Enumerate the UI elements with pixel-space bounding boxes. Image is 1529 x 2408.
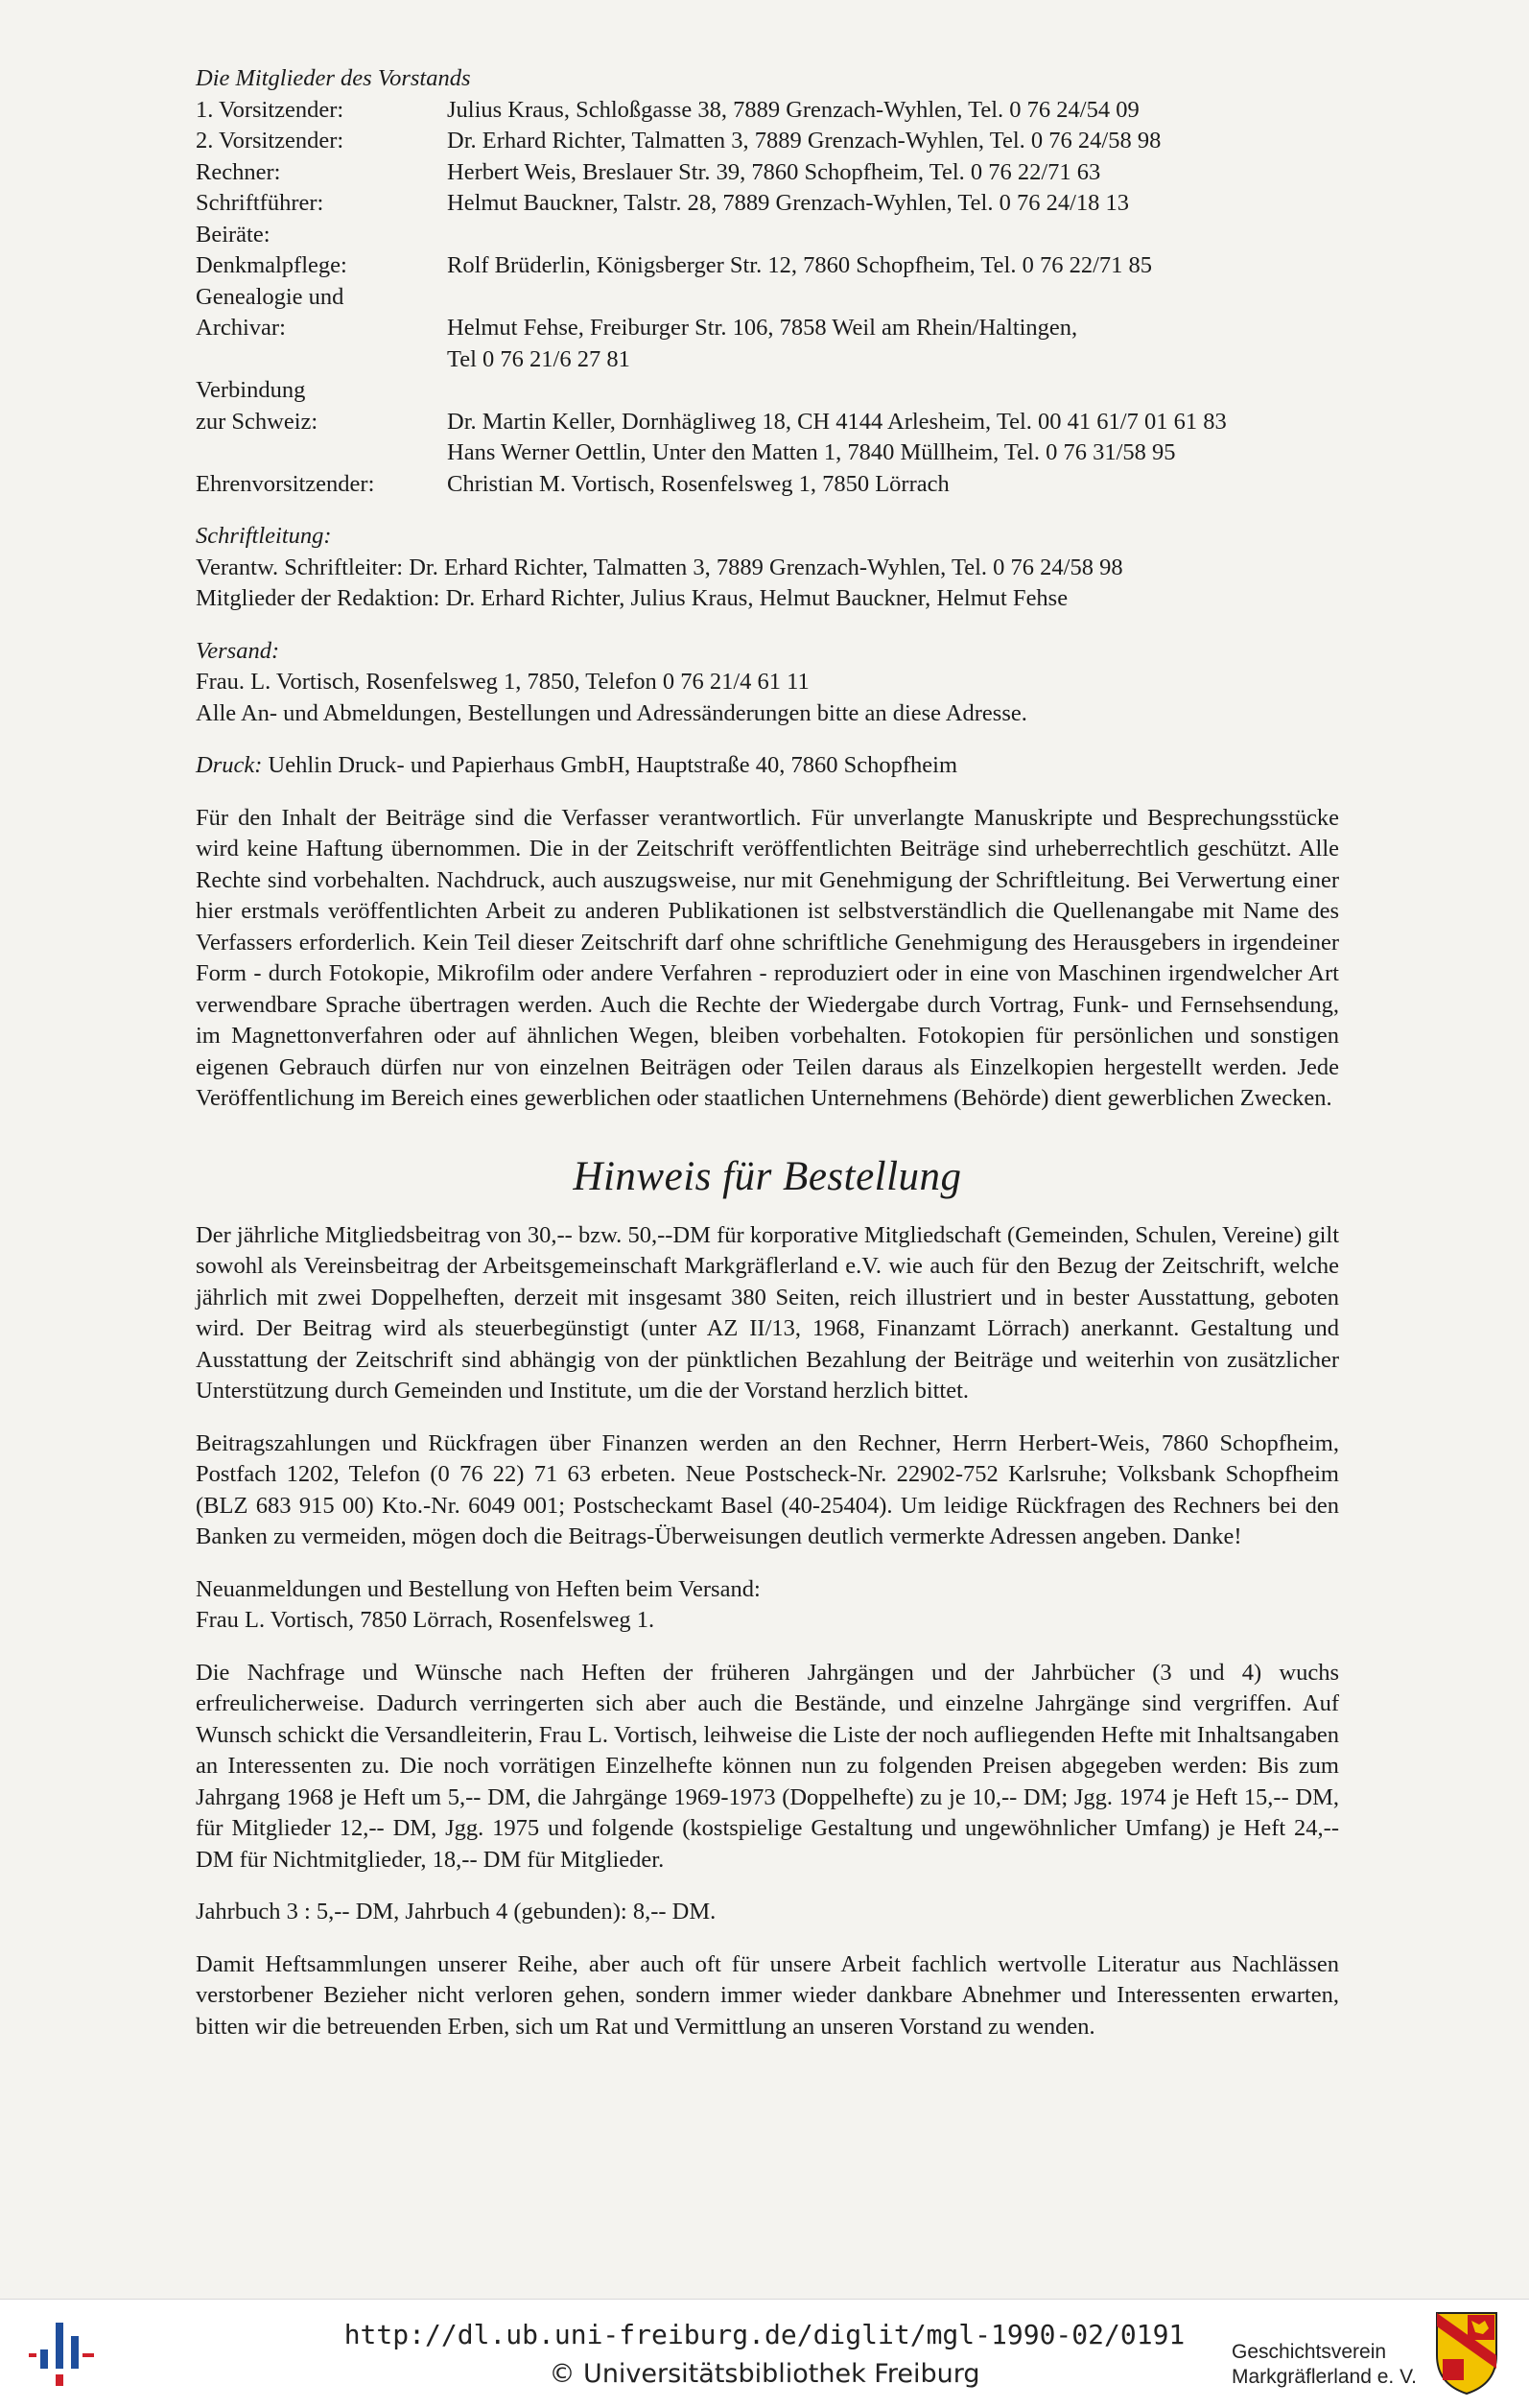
vorstand-row-value: Herbert Weis, Breslauer Str. 39, 7860 Schopfheim, Tel. 0 76 22/71 63 — [447, 158, 1101, 185]
vorstand-row-value: Rolf Brüderlin, Königsberger Str. 12, 7860 Schopfheim, Tel. 0 76 22/71 85 — [447, 252, 1153, 278]
versand-line-1: Frau. L. Vortisch, Rosenfelsweg 1, 7850, Telefon 0 76 21/4 61 11 — [196, 669, 810, 695]
vorstand-row-label: Schriftführer: — [196, 190, 324, 216]
vorstand-row-label: 2. Vorsitzender: — [196, 128, 344, 153]
vorstand-row — [196, 437, 1339, 469]
vorstand-row — [196, 375, 1339, 407]
druck-label: Druck: — [196, 752, 263, 778]
hinweis-paragraph-2: Beitragszahlungen und Rückfragen über Finanzen werden an den Rechner, Herrn Herbert-Weis, 7860 Schopfheim, Postfach 1202, Telefon (0 76 22) 71 63 erbeten. Neue Postscheck-Nr. 22902-752 Karlsruhe; Volksbank Schopfheim (BLZ 683 915 00) Kto.-Nr. 6049 001; Postscheckamt Basel (40-25404). Um leidige Rückfragen des Rechners bei den Banken zu vermeiden, mögen doch die Beitrags-Überweisungen deutlich vermerkte Adressen angeben. Danke! — [196, 1429, 1339, 1549]
vorstand-row-value: Dr. Martin Keller, Dornhägliweg 18, CH 4144 Arlesheim, Tel. 00 41 61/7 01 61 83 — [447, 408, 1227, 435]
vorstand-row-label: Rechner: — [196, 158, 281, 185]
schriftleitung-line-1: Verantw. Schriftleiter: Dr. Erhard Richter, Talmatten 3, 7889 Grenzach-Wyhlen, Tel. 0 76 24/58 98 — [196, 554, 1123, 580]
vorstand-row-label: Denkmalpflege: — [196, 252, 347, 278]
footer-url-link[interactable]: http://dl.ub.uni-freiburg.de/diglit/mgl-1990-02/0191 — [343, 2319, 1186, 2350]
schriftleitung-line-2: Mitglieder der Redaktion: Dr. Erhard Richter, Julius Kraus, Helmut Bauckner, Helmut Fehse — [196, 585, 1069, 611]
vorstand-row — [196, 126, 1339, 157]
vorstand-row-value: Christian M. Vortisch, Rosenfelsweg 1, 7850 Lörrach — [447, 470, 950, 497]
footer-org — [1232, 2340, 1433, 2390]
vorstand-row-label: 1. Vorsitzender: — [196, 96, 344, 123]
hinweis-paragraph-1: Der jährliche Mitgliedsbeitrag von 30,-- bzw. 50,--DM für korporative Mitgliedschaft (Gemeinden, Schulen, Vereine) gilt sowohl als Vereinsbeitrag der Arbeitsgemeinschaft Markgräflerland e.V. wie auch für den Bezug der Zeitschrift, welche jährlich mit zwei Doppelheften, derzeit mit insgesamt 380 Seiten, reich illustriert und in bester Ausstattung, geboten wird. Der Beitrag wird als steuerbegünstigt (unter AZ II/13, 1968, Finanzamt Lörrach) anerkannt. Gestaltung und Ausstattung der Zeitschrift sind abhängig von der pünktlichen Bezahlung der Beiträge und weiterhin von zusätzlicher Unterstützung durch Gemeinden und Institute, um die der Vorstand herzlich bittet. — [196, 1221, 1339, 1404]
vorstand-row — [196, 469, 1339, 501]
druck-line — [196, 750, 1339, 782]
hinweis-paragraph-4: Die Nachfrage und Wünsche nach Heften der früheren Jahrgängen und der Jahrbücher (3 und 4) wuchs erfreulicherweise. Dadurch verringerten sich aber auch die Bestände, und einzelne Jahrgänge sind vergriffen. Auf Wunsch schickt die Versandleiterin, Frau L. Vortisch, leihweise die Liste der noch aufliegenden Hefte mit Inhaltsangaben an Interessenten zu. Die noch vorrätigen Einzelhefte können nun zu folgenden Preisen abgegeben werden: Bis zum Jahrgang 1968 je Heft um 5,-- DM, die Jahrgänge 1969-1973 (Doppelhefte) zu je 10,-- DM; Jgg. 1974 je Heft 15,-- DM, für Mitglieder 12,-- DM, Jgg. 1975 und folgende (kostspielige Gestaltung und ungewöhnlicher Umfang) je Heft 24,-- DM für Nichtmitglieder, 18,-- DM für Mitglieder. — [196, 1659, 1339, 1873]
vorstand-row-value — [447, 220, 1339, 251]
vorstand-row-value: Dr. Erhard Richter, Talmatten 3, 7889 Grenzach-Wyhlen, Tel. 0 76 24/58 98 — [447, 128, 1162, 153]
vorstand-row — [196, 95, 1339, 127]
vorstand-row-label: Archivar: — [196, 315, 286, 341]
vorstand-row-label: Beiräte: — [196, 221, 271, 248]
vorstand-list — [196, 95, 1339, 501]
hinweis-paragraph-5: Jahrbuch 3 : 5,-- DM, Jahrbuch 4 (gebunden): 8,-- DM. — [196, 1899, 717, 1924]
schriftleitung-heading: Schriftleitung: — [196, 523, 332, 549]
vorstand-row-label: Ehrenvorsitzender: — [196, 470, 375, 497]
vorstand-section — [196, 63, 1339, 500]
coat-of-arms-icon — [1433, 2309, 1500, 2396]
vorstand-heading: Die Mitglieder des Vorstands — [196, 65, 471, 91]
vorstand-row — [196, 220, 1339, 251]
vorstand-row-value — [447, 282, 1339, 314]
vorstand-row — [196, 282, 1339, 314]
vorstand-row-label: zur Schweiz: — [196, 408, 318, 435]
vorstand-row-value: Hans Werner Oettlin, Unter den Matten 1, 7840 Müllheim, Tel. 0 76 31/58 95 — [447, 439, 1176, 465]
vorstand-row-value: Julius Kraus, Schloßgasse 38, 7889 Grenzach-Wyhlen, Tel. 0 76 24/54 09 — [447, 96, 1140, 123]
footer-copyright: © Universitätsbibliothek Freiburg — [549, 2359, 980, 2389]
versand-line-2: Alle An- und Abmeldungen, Bestellungen und Adressänderungen bitte an diese Adresse. — [196, 699, 1027, 726]
versand-heading: Versand: — [196, 637, 280, 664]
versand-section — [196, 636, 1339, 730]
vorstand-row-label: Genealogie und — [196, 283, 344, 310]
vorstand-row — [196, 250, 1339, 282]
druck-text: Uehlin Druck- und Papierhaus GmbH, Hauptstraße 40, 7860 Schopfheim — [262, 752, 958, 778]
vorstand-row-value: Helmut Fehse, Freiburger Str. 106, 7858 Weil am Rhein/Haltingen, — [447, 315, 1078, 341]
vorstand-row — [196, 344, 1339, 376]
footer-bar — [0, 2299, 1529, 2408]
hinweis-heading: Hinweis für Bestellung — [573, 1153, 962, 1199]
hinweis-paragraph-3-line-1: Neuanmeldungen und Bestellung von Heften beim Versand: — [196, 1575, 761, 1602]
schriftleitung-section — [196, 521, 1339, 615]
vorstand-row — [196, 407, 1339, 438]
haftung-paragraph: Für den Inhalt der Beiträge sind die Verfasser verantwortlich. Für unverlangte Manuskripte und Besprechungsstücke wird keine Haftung übernommen. Die in der Zeitschrift veröffentlichten Beiträge sind urheberrechtlich geschützt. Alle Rechte sind vorbehalten. Nachdruck, auch auszugsweise, nur mit Genehmigung der Schriftleitung. Bei Verwertung einer hier erstmals veröffentlichten Arbeit zu anderen Publikationen ist selbstverständlich die Quellenangabe mit Name des Verfassers erforderlich. Kein Teil dieser Zeitschrift darf ohne schriftliche Genehmigung des Herausgebers in irgendeiner Form - durch Fotokopie, Mikrofilm oder andere Verfahren - reproduziert oder in eine von Maschinen irgendwelcher Art verwendbare Sprache übertragen werden. Auch die Rechte der Wiedergabe durch Vortrag, Funk- und Fernsehsendung, im Magnettonverfahren oder auf ähnlichen Wegen, bleiben vorbehalten. Fotokopien für persönlichen und sonstigen eigenen Gebrauch dürfen nur von einzelnen Beiträgen oder Teilen daraus als Einzelkopien hergestellt werden. Jede Veröffentlichung im Bereich eines gewerblichen oder staatlichen Unternehmens (Behörde) dient gewerblichen Zwecken. — [196, 804, 1339, 1111]
vorstand-row — [196, 157, 1339, 189]
hinweis-paragraph-3-line-2: Frau L. Vortisch, 7850 Lörrach, Rosenfelsweg 1. — [196, 1607, 655, 1633]
vorstand-row-value: Helmut Bauckner, Talstr. 28, 7889 Grenzach-Wyhlen, Tel. 0 76 24/18 13 — [447, 190, 1130, 216]
vorstand-row-label — [196, 344, 447, 376]
vorstand-row — [196, 313, 1339, 344]
footer-org-line-1: Geschichtsverein — [1232, 2341, 1387, 2363]
document-page — [196, 63, 1339, 2042]
vorstand-row-value: Tel 0 76 21/6 27 81 — [447, 345, 630, 372]
hinweis-paragraph-6: Damit Heftsammlungen unserer Reihe, aber auch oft für unsere Arbeit fachlich wertvolle Literatur aus Nachlässen verstorbener Bezieher nicht verloren gehen, sondern immer wieder dankbare Abnehmer und Interessenten erwarten, bitten wir die betreuenden Erben, sich um Rat und Vermittlung an unseren Vorstand zu wenden. — [196, 1950, 1339, 2040]
vorstand-row-label: Verbindung — [196, 377, 306, 403]
vorstand-row — [196, 188, 1339, 220]
vorstand-row-value — [447, 375, 1339, 407]
vorstand-row-label — [196, 437, 447, 469]
footer-org-line-2: Markgräflerland e. V. — [1232, 2366, 1417, 2388]
